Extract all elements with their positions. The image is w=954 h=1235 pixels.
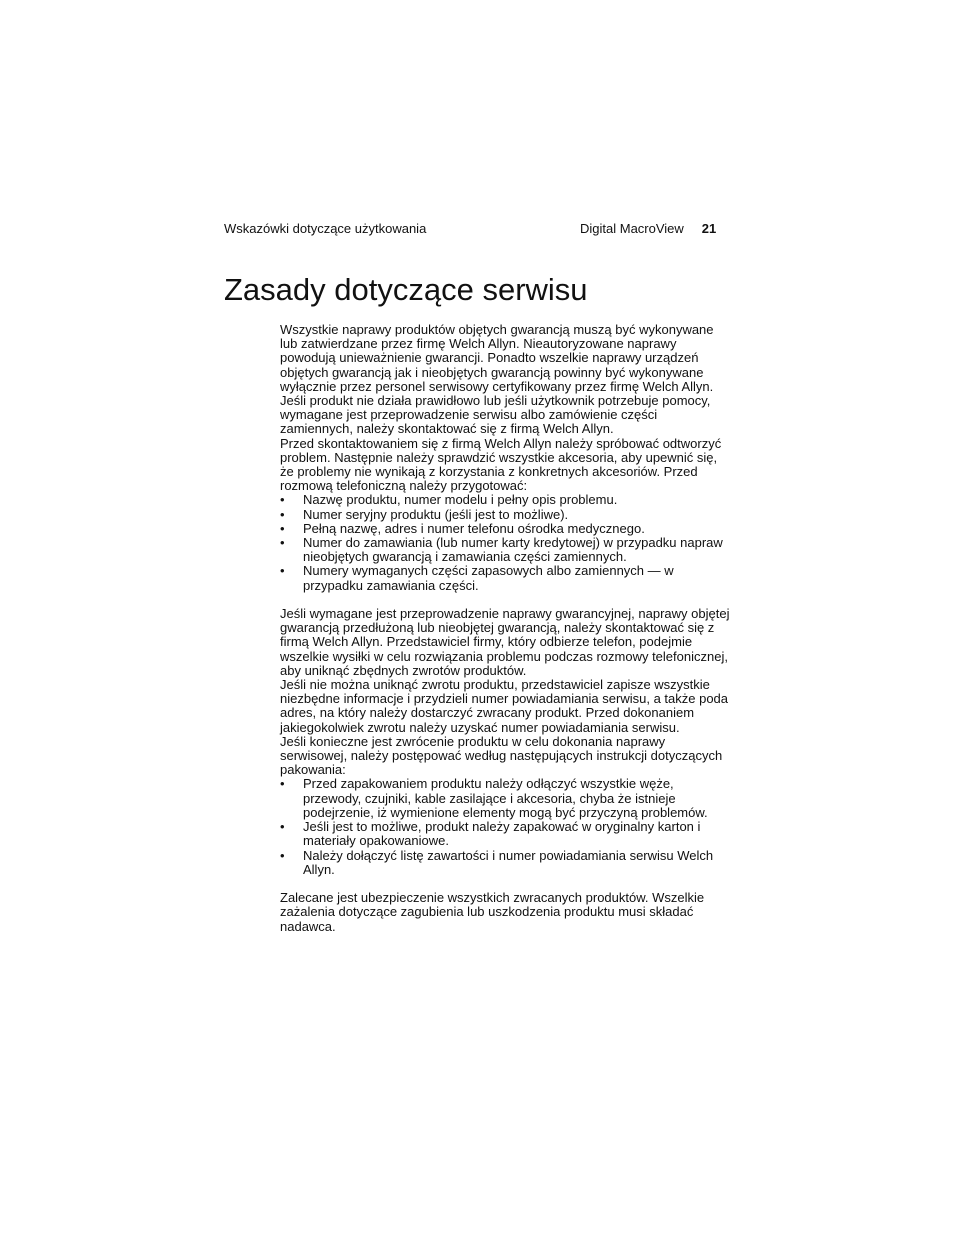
running-header-section: Wskazówki dotyczące użytkowania: [224, 221, 427, 236]
paragraph-return-notification: Jeśli nie można uniknąć zwrotu produktu, przedstawiciel zapisze wszystkie niezbędne informacje i przydzieli numer powiadamiania serwisu, a także poda adres, na który należy dostarczyć zwracany produkt. Przed dokonaniem jakiegokolwiek zwrotu należy uzyskać numer powiadamiania serwisu.: [280, 677, 729, 735]
body-content: [280, 323, 732, 934]
packing-instructions-list: [280, 777, 732, 876]
list-item: • Numer seryjny produktu (jeśli jest to możliwe).: [280, 508, 732, 522]
prepare-info-list: [280, 493, 732, 592]
paragraph-contact-service: Jeśli produkt nie działa prawidłowo lub jeśli użytkownik potrzebuje pomocy, wymagane jest przeprowadzenie serwisu albo zamówienie części zamiennych, należy skontaktować się z firmą Welch Allyn.: [280, 393, 711, 437]
running-header-product: Digital MacroView: [580, 221, 684, 236]
list-item: • Należy dołączyć listę zawartości i numer powiadamiania serwisu Welch Allyn.: [280, 849, 732, 877]
list-item: • Numer do zamawiania (lub numer karty kredytowej) w przypadku napraw nieobjętych gwarancją i zamawiania części zamiennych.: [280, 536, 732, 564]
page-number: 21: [701, 221, 717, 236]
list-item: • Nazwę produktu, numer modelu i pełny opis problemu.: [280, 493, 732, 507]
paragraph-insurance: Zalecane jest ubezpieczenie wszystkich zwracanych produktów. Wszelkie zażalenia dotyczące zagubienia lub uszkodzenia produktu musi składać nadawca.: [280, 890, 705, 934]
paragraph-spacer: [280, 877, 732, 891]
paragraph-warranty-repairs: Wszystkie naprawy produktów objętych gwarancją muszą być wykonywane lub zatwierdzane przez firmę Welch Allyn. Nieautoryzowane naprawy powodują unieważnienie gwarancji. Ponadto wszelkie naprawy urządzeń objętych gwarancją jak i nieobjętych gwarancją powinny być wykonywane wyłącznie przez personel serwisowy certyfikowany przez firmę Welch Allyn.: [280, 322, 714, 394]
paragraph-phone-support: Jeśli wymagane jest przeprowadzenie naprawy gwarancyjnej, naprawy objętej gwarancją przedłużoną lub nieobjętej gwarancją, należy skontaktować się z firmą Welch Allyn. Przedstawiciel firmy, który odbierze telefon, podejmie wszelkie wysiłki w celu rozwiązania problemu podczas rozmowy telefonicznej, aby uniknąć zbędnych zwrotów produktów.: [280, 606, 730, 678]
list-item: • Pełną nazwę, adres i numer telefonu ośrodka medycznego.: [280, 522, 732, 536]
list-item: • Jeśli jest to możliwe, produkt należy zapakować w oryginalny karton i materiały opakowaniowe.: [280, 820, 732, 848]
running-header-right: [580, 221, 716, 237]
paragraph-spacer: [280, 593, 732, 607]
list-item: • Numery wymaganych części zapasowych albo zamiennych — w przypadku zamawiania części.: [280, 564, 732, 592]
list-item: • Przed zapakowaniem produktu należy odłączyć wszystkie węże, przewody, czujniki, kable zasilające i akcesoria, chyba że istnieje podejrzenie, iż wymienione elementy mogą być przyczyną problemów.: [280, 777, 732, 820]
page-title: Zasady dotyczące serwisu: [224, 272, 588, 307]
paragraph-before-contact: Przed skontaktowaniem się z firmą Welch Allyn należy spróbować odtworzyć problem. Następnie należy sprawdzić wszystkie akcesoria, aby upewnić się, że problemy nie wynikają z korzystania z konkretnych akcesoriów. Przed rozmową telefoniczną należy przygotować:: [280, 435, 722, 494]
paragraph-packing-intro: Jeśli konieczne jest zwrócenie produktu w celu dokonania naprawy serwisowej, należy postępować według następujących instrukcji dotyczących pakowania:: [280, 733, 723, 778]
